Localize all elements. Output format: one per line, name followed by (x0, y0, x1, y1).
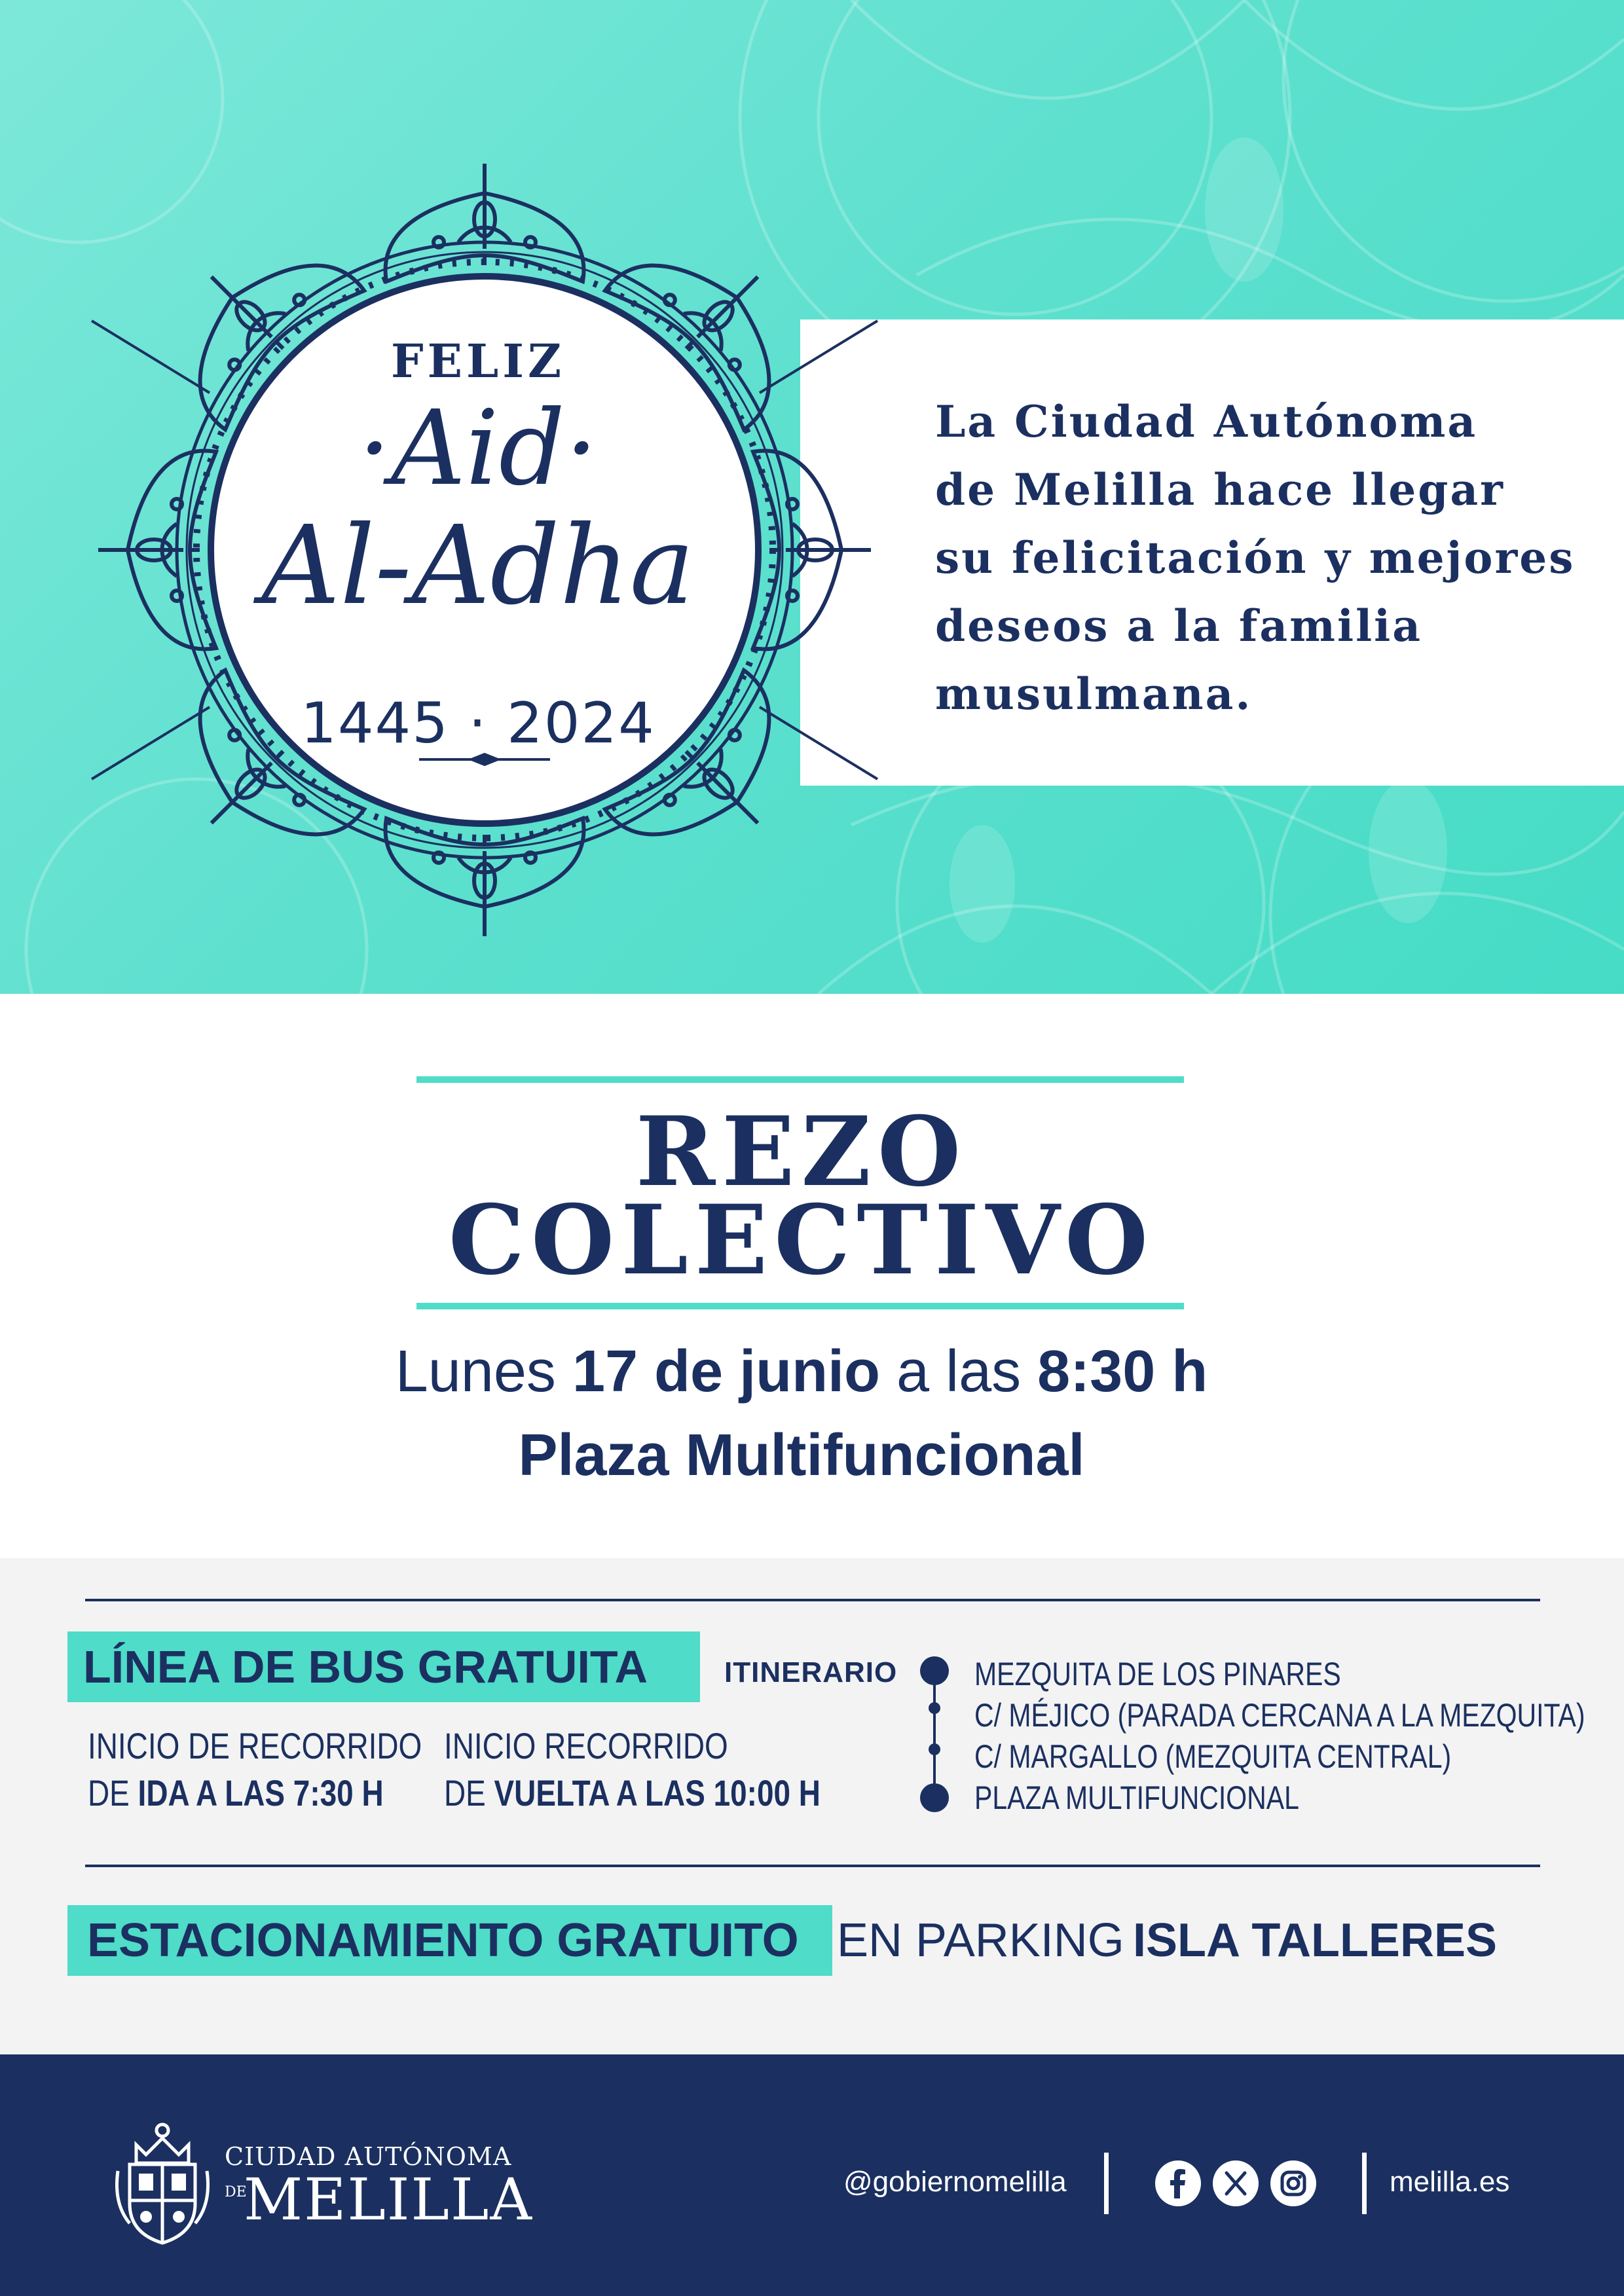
vuelta-prefix: DE (444, 1772, 494, 1813)
event-title-line1: REZO (635, 1096, 968, 1208)
ida-line1: INICIO DE RECORRIDO (88, 1725, 422, 1766)
facebook-icon[interactable] (1155, 2160, 1201, 2206)
greeting-al-adha: Al-Adha (261, 503, 695, 629)
date-strong: 17 de junio (572, 1339, 881, 1404)
logo-text-de: DE (225, 2184, 247, 2200)
event-title-line2: COLECTIVO (448, 1184, 1155, 1296)
route-stop: PLAZA MULTIFUNCIONAL (974, 1779, 1299, 1816)
footer-divider (1362, 2153, 1367, 2214)
title-top-rule (416, 1076, 1184, 1083)
ida-time: IDA A LAS 7:30 H (138, 1772, 384, 1813)
route-stop-dot (929, 1743, 940, 1755)
info-mid-rule (85, 1865, 1540, 1867)
message-line: su felicitación y mejores (935, 532, 1576, 583)
date-prefix: Lunes (395, 1339, 572, 1404)
info-top-rule (85, 1599, 1540, 1601)
greeting-feliz: FELIZ (390, 334, 566, 388)
parking-location: ISLA TALLERES (1133, 1914, 1497, 1967)
website-link[interactable]: melilla.es (1390, 2166, 1510, 2198)
footer-divider (1104, 2153, 1109, 2214)
message-line: deseos a la familia (935, 600, 1422, 651)
logo-text-top: CIUDAD AUTÓNOMA (225, 2142, 512, 2171)
route-stop-dot (920, 1783, 949, 1812)
route-line (933, 1669, 936, 1798)
ida-prefix: DE (88, 1772, 138, 1813)
route-stop: MEZQUITA DE LOS PINARES (974, 1656, 1341, 1692)
route-stop-dot (929, 1702, 940, 1714)
time-strong: 8:30 h (1037, 1339, 1208, 1404)
bus-line-tag: LÍNEA DE BUS GRATUITA (67, 1631, 700, 1702)
route-stop: C/ MÉJICO (PARADA CERCANA A LA MEZQUITA) (974, 1697, 1585, 1734)
greeting-aid: ·Aid· (358, 388, 599, 509)
date-mid: a las (880, 1339, 1038, 1404)
ida-line2 (88, 1772, 384, 1814)
event-date (196, 1336, 1407, 1408)
hero-message (935, 388, 1590, 728)
route-stop: C/ MARGALLO (MEZQUITA CENTRAL) (974, 1738, 1452, 1775)
route-stop-dot (920, 1656, 949, 1685)
title-bottom-rule (416, 1303, 1184, 1309)
vuelta-line2 (444, 1772, 821, 1814)
logo-text-main: MELILLA (244, 2166, 533, 2233)
melilla-crest-icon (110, 2119, 215, 2247)
parking-middle: EN PARKING (837, 1914, 1124, 1967)
social-handle[interactable]: @gobiernomelilla (843, 2166, 1067, 2198)
greeting-years: 1445 · 2024 (301, 691, 655, 756)
x-icon[interactable] (1213, 2160, 1259, 2206)
instagram-icon[interactable] (1270, 2160, 1316, 2206)
vuelta-time: VUELTA A LAS 10:00 H (494, 1772, 821, 1813)
message-line: de Melilla hace llegar (935, 464, 1505, 515)
message-line: La Ciudad Autónoma (935, 396, 1478, 447)
event-place: Plaza Multifuncional (518, 1423, 1085, 1488)
itinerary-label: ITINERARIO (724, 1656, 898, 1688)
message-line: musulmana. (935, 668, 1253, 720)
vuelta-line1: INICIO RECORRIDO (444, 1725, 728, 1766)
parking-tag: ESTACIONAMIENTO GRATUITO (67, 1905, 832, 1976)
